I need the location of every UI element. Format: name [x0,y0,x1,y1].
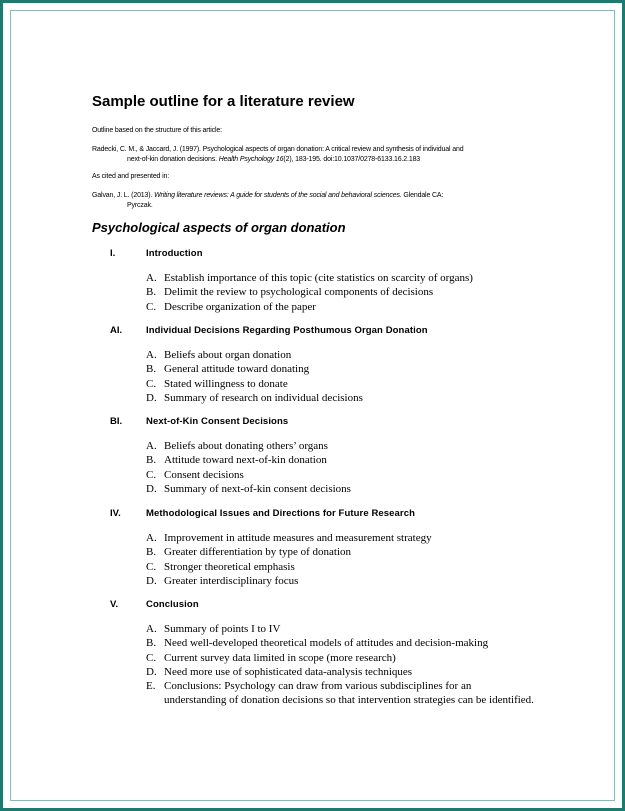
list-item [146,636,534,650]
list-item [146,300,473,314]
item-text: Delimit the review to psychological components of decisions [164,286,434,299]
item-text: Greater interdisciplinary focus [164,574,299,587]
item-letter: C. [146,560,157,573]
source-citation [92,145,463,165]
list-item [146,622,534,636]
item-text: Attitude toward next-of-kin donation [164,454,327,467]
section-numeral: AI. [110,325,123,336]
list-item [146,482,351,496]
item-letter: A. [146,440,157,452]
item-letter: B. [146,454,157,467]
item-letter: B. [146,637,157,650]
based-on-label: Outline based on the structure of this article: [92,127,222,134]
item-text: Improvement in attitude measures and measurement strategy [164,532,432,544]
source-citation-journal: Health Psychology 16 [218,156,284,163]
list-item [146,285,473,299]
section-items [146,439,351,496]
list-item [146,348,363,362]
item-text: Establish importance of this topic (cite statistics on scarcity of organs) [164,272,473,284]
cited-label: As cited and presented in: [92,173,170,180]
item-letter: D. [146,482,157,495]
list-item [146,545,432,559]
item-text: Greater differentiation by type of donation [164,546,352,559]
item-letter: C. [146,300,157,313]
item-letter: A. [146,272,157,284]
section-title: Individual Decisions Regarding Posthumous Organ Donation [146,325,428,336]
item-letter: D. [146,391,157,404]
item-text: General attitude toward donating [164,363,310,376]
list-item [146,391,363,405]
item-text: Summary of research on individual decisions [164,391,363,404]
list-item [146,560,432,574]
section-title: Conclusion [146,599,199,610]
section-items [146,531,432,588]
cited-citation-line2: Pyrczak. [127,202,153,209]
section-items [146,271,473,314]
section-title: Methodological Issues and Directions for Future Research [146,508,416,519]
item-letter: B. [146,546,157,559]
list-item [146,362,363,376]
item-text: Stated willingness to donate [164,377,288,390]
item-text: Current survey data limited in scope (more research) [164,651,396,664]
item-letter: B. [146,363,157,376]
item-text: Describe organization of the paper [164,300,316,313]
list-item [146,377,363,391]
list-item [146,679,534,708]
item-letter: C. [146,468,157,481]
item-text: Need more use of sophisticated data-analysis techniques [164,665,413,678]
source-citation-rest: (2), 183-195. doi:10.1037/0278-6133.16.2.183 [283,156,421,163]
item-text: Stronger theoretical emphasis [164,560,295,573]
item-letter: C. [146,651,157,664]
section-title: Introduction [146,248,203,259]
cited-citation-plain: Galvan, J. L. (2013). [92,192,155,199]
item-letter: C. [146,377,157,390]
list-item [146,271,473,285]
section-items [146,622,534,708]
item-letter: A. [146,349,157,361]
item-letter: A. [146,623,157,635]
cited-citation-book: Writing literature reviews: A guide for students of the social and behavioral sciences. [154,192,402,199]
source-citation-line1: Radecki, C. M., & Jaccard, J. (1997). Psychological aspects of organ donation: A critical review and synthesis of individual and [92,146,464,153]
item-text: Consent decisions [164,468,244,481]
list-item [146,574,432,588]
cited-citation-rest: Glendale CA: [401,192,444,199]
item-text: Beliefs about organ donation [164,349,292,361]
list-item [146,453,351,467]
list-item [146,651,534,665]
item-text: Need well-developed theoretical models of attitudes and decision-making [164,637,489,650]
source-citation-line2 [92,155,463,165]
cited-citation [92,191,443,211]
item-letter: D. [146,665,157,678]
section-numeral: V. [110,599,119,610]
section-numeral: BI. [110,416,123,427]
item-letter: E. [146,680,156,693]
source-citation-plain: next-of-kin donation decisions. [127,156,219,163]
section-items [146,348,363,405]
item-letter: D. [146,574,157,587]
outline-subtitle: Psychological aspects of organ donation [92,220,346,235]
cited-citation-line1 [92,191,443,201]
list-item [146,468,351,482]
item-text: Summary of next-of-kin consent decisions [164,482,351,495]
document-title: Sample outline for a literature review [92,93,355,110]
item-letter: A. [146,532,157,544]
list-item [146,531,432,545]
section-numeral: I. [110,248,116,259]
list-item [146,439,351,453]
list-item [146,665,534,679]
section-numeral: IV. [110,508,121,519]
section-title: Next-of-Kin Consent Decisions [146,416,289,427]
item-text: Beliefs about donating others’ organs [164,440,328,452]
item-text: Summary of points I to IV [164,623,281,635]
item-letter: B. [146,286,157,299]
item-text: Conclusions: Psychology can draw from various subdisciplines for an understanding of donation decisions so that intervention strategies can be identified. [164,680,534,707]
